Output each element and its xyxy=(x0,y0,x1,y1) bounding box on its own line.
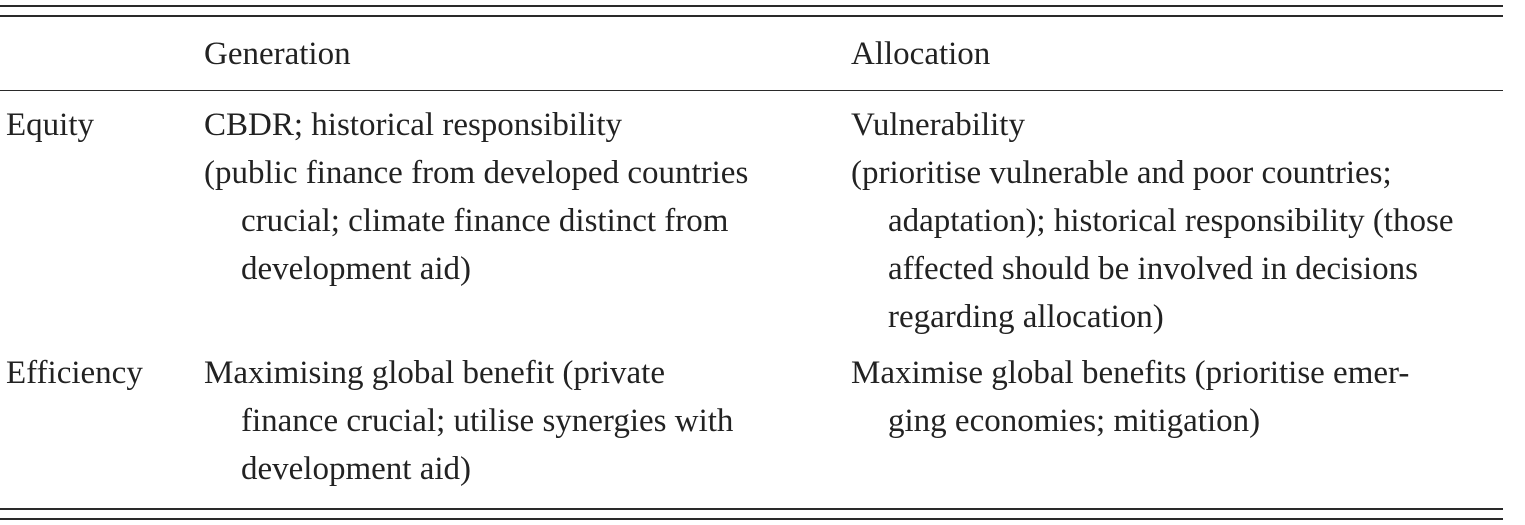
equity-allocation-principle: Vulnerability xyxy=(851,107,1025,143)
equity-allocation-detail-line: regarding allocation) xyxy=(888,299,1164,335)
row-label-equity xyxy=(6,101,94,149)
efficiency-allocation-cell xyxy=(851,349,1409,445)
equity-allocation-detail-line: (prioritise vulnerable and poor countries; xyxy=(851,155,1392,191)
header-generation xyxy=(204,30,351,78)
efficiency-allocation-line: Maximise global benefits (prioritise emer- xyxy=(851,355,1410,391)
equity-allocation-cell xyxy=(851,101,1453,341)
equity-allocation-detail-line: affected should be involved in decisions xyxy=(888,251,1419,287)
row-label: Equity xyxy=(6,107,94,143)
equity-generation-principle: CBDR; historical responsibility xyxy=(204,107,622,143)
equity-generation-cell xyxy=(204,101,748,293)
efficiency-generation-cell xyxy=(204,349,733,493)
table-bottom-rule xyxy=(0,508,1503,510)
row-label: Efficiency xyxy=(6,355,143,391)
equity-generation-detail-line: (public finance from developed countries xyxy=(204,155,749,191)
efficiency-allocation-line: ging economies; mitigation) xyxy=(888,403,1261,439)
header-allocation xyxy=(851,30,990,78)
efficiency-generation-line: finance crucial; utilise synergies with xyxy=(241,403,734,439)
equity-generation-detail-line: development aid) xyxy=(241,251,472,287)
table-bottom-rule-outer xyxy=(0,518,1503,520)
header-generation-label: Generation xyxy=(204,36,351,72)
row-label-efficiency xyxy=(6,349,143,397)
efficiency-generation-line: Maximising global benefit (private xyxy=(204,355,665,391)
efficiency-generation-line: development aid) xyxy=(241,451,472,487)
table-top-rule xyxy=(0,5,1503,7)
header-allocation-label: Allocation xyxy=(851,36,991,72)
table-top-rule-inner xyxy=(0,15,1503,17)
equity-generation-detail-line: crucial; climate finance distinct from xyxy=(241,203,729,239)
header-rule xyxy=(0,90,1503,91)
equity-allocation-detail-line: adaptation); historical responsibility (those xyxy=(888,203,1454,239)
